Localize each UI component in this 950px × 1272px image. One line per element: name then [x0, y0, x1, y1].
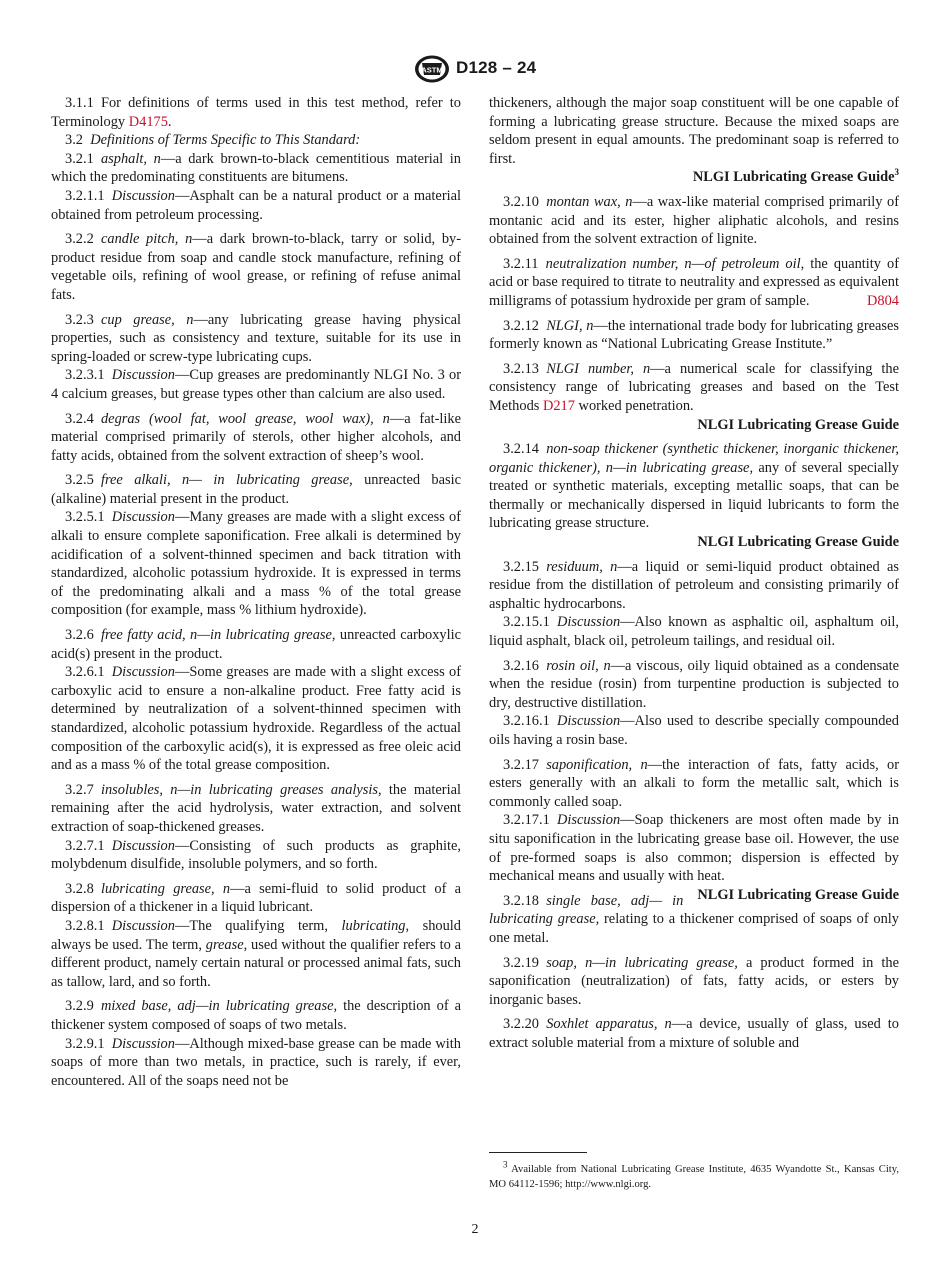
section-number: 3.2.19: [503, 954, 539, 971]
defined-term: Discussion: [111, 367, 175, 384]
definition-text: —The qualifying term,: [174, 917, 342, 934]
definition-paragraph: [51, 917, 461, 991]
definition-paragraph: [51, 626, 461, 663]
footnote-reference: 3: [894, 167, 899, 178]
source-citation: NLGI Lubricating Grease Guide: [697, 886, 899, 903]
defined-term: mixed base, adj—in lubricating grease: [100, 998, 334, 1015]
definition-text: , unreacted basic (alkaline) material present in the product.: [51, 472, 461, 507]
section-number: 3.2.4: [65, 410, 94, 427]
defined-term: asphalt, n: [100, 150, 161, 167]
defined-term: Soxhlet apparatus, n: [546, 1016, 672, 1033]
defined-term: insolubles, n—in lubricating greases analysis: [100, 781, 378, 798]
defined-term: Discussion: [556, 713, 621, 730]
standard-link[interactable]: D804: [867, 292, 899, 309]
emphasis-term: lubricating: [341, 917, 406, 934]
definition-text: , unreacted carboxylic acid(s) present in the product.: [51, 627, 461, 662]
document-id: D128 – 24: [456, 58, 537, 77]
defined-term: NLGI, n: [546, 317, 594, 334]
section-number: 3.2.18: [503, 892, 539, 909]
page-header: [0, 54, 950, 84]
definition-text: worked penetration.: [574, 397, 694, 414]
defined-term: single base, adj— in lubricating grease,: [489, 892, 684, 928]
source-citation-text: NLGI Lubricating Grease Guide: [697, 534, 899, 551]
section-number: 3.2.16: [503, 657, 539, 674]
definition-paragraph: [489, 317, 899, 354]
defined-term: montan wax, n: [546, 193, 633, 210]
definition-paragraph: [489, 954, 899, 1010]
definition-paragraph: [51, 1035, 461, 1091]
defined-term: Discussion: [111, 187, 175, 204]
section-number: 3.1.1: [65, 95, 94, 111]
definition-paragraph: [51, 781, 461, 837]
section-number: 3.2.17: [503, 756, 539, 773]
defined-term: neutralization number, n—of petroleum oil: [545, 255, 801, 272]
definition-paragraph: [51, 94, 461, 131]
definition-paragraph: [51, 131, 461, 150]
definition-text: —Some greases are made with a slight excess of carboxylic acid to ensure a non-alkaline product. Free fatty acid is determined by neutralization of a solvent-thinned specimen with standardized, alcoholic potassium hydroxide. Regardless of the actual composition of the carboxylic acid(s), it is expressed as free oleic acid and as a mass % of the total grease composition.: [51, 664, 461, 774]
defined-term: degras (wool fat, wool grease, wool wax), n: [100, 410, 390, 427]
definition-paragraph: [51, 366, 461, 403]
source-citation: [489, 168, 899, 187]
section-number: 3.2.15.1: [503, 614, 550, 631]
section-number: 3.2.14: [503, 441, 539, 458]
section-number: 3.2: [65, 132, 83, 149]
definition-text: relating to a thickener comprised of soaps of only one metal.: [489, 911, 900, 946]
section-number: 3.2.7.1: [65, 837, 105, 854]
section-number: 3.2.2: [65, 231, 94, 248]
standard-link[interactable]: D217: [542, 397, 575, 414]
standard-link[interactable]: D4175: [128, 113, 168, 130]
definition-paragraph: [51, 311, 461, 367]
definition-text: —a liquid or semi-liquid product obtained as residue from the distillation of petroleum and consisting primarily of asphaltic hydrocarbons.: [489, 558, 900, 612]
section-number: 3.2.9: [65, 998, 94, 1015]
section-number: 3.2.13: [503, 360, 539, 377]
section-number: 3.2.7: [65, 781, 94, 798]
section-number: 3.2.8.1: [65, 917, 105, 934]
definition-paragraph: [489, 613, 899, 650]
logo-text: ASTM: [421, 65, 443, 75]
section-number: 3.2.3.1: [65, 367, 105, 384]
definition-text: —the international trade body for lubricating greases formerly known as “National Lubricating Grease Institute.”: [489, 317, 899, 353]
definition-paragraph: [489, 657, 899, 713]
definition-text: —a dark brown-to-black cementitious material in which the predominating constituents are bitumens.: [51, 150, 461, 186]
defined-term: free alkali, n— in lubricating grease: [100, 472, 350, 489]
definition-text: —a fat-like material comprised primarily of sterols, other higher alcohols, and fatty acids, obtained from the solvent extraction of sheep’s wool.: [51, 410, 461, 464]
section-number: 3.2.1.1: [65, 187, 105, 204]
definition-text: —Also known as asphaltic oil, asphaltum oil, liquid asphalt, black oil, petroleum tailings, and residual oil.: [489, 614, 899, 650]
definition-text: , used without the qualifier refers to a different product, namely certain natural or processed animal fats, such as tallow, lard, and so forth.: [51, 936, 461, 990]
page-number: 2: [471, 1222, 479, 1237]
section-number: 3.2.8: [65, 880, 94, 897]
definition-text: —a semi-fluid to solid product of a dispersion of a thickener in a liquid lubricant.: [51, 880, 461, 916]
definition-text: , any of several specially treated or synthetic materials, excepting metallic soaps, that can be thermally or mechanically dispersed in liquid lubricants to form the lubricating grease structure.: [489, 459, 899, 532]
definition-text: —Consisting of such products as graphite, molybdenum disulfide, insoluble polymers, and so forth.: [51, 837, 461, 873]
defined-term: Definitions of Terms Specific to This Standard:: [90, 132, 361, 149]
definition-paragraph: [489, 193, 899, 249]
definition-paragraph: [51, 471, 461, 508]
defined-term: cup grease, n: [100, 311, 194, 328]
defined-term: Discussion: [111, 917, 175, 934]
source-citation-text: NLGI Lubricating Grease Guide: [692, 169, 895, 186]
definition-text: .: [167, 113, 172, 130]
defined-term: residuum, n: [546, 558, 618, 575]
section-number: 3.2.10: [503, 193, 539, 210]
section-number: 3.2.5: [65, 472, 94, 489]
definition-paragraph: [489, 558, 899, 614]
definition-text: —Cup greases are predominantly NLGI No. 3 or 4 calcium greases, but grease types other than calcium are also used.: [51, 367, 461, 402]
section-number: 3.2.1: [65, 150, 94, 167]
defined-term: candle pitch, n: [100, 231, 193, 248]
definition-text: —Soap thickeners are most often made by in situ saponification in the lubricating grease base oil. However, the use of pre-formed soaps is also common; dispersion is effected by mechanical means and usually with heat.: [489, 812, 899, 885]
definition-paragraph: [489, 756, 899, 812]
emphasis-term: grease: [205, 936, 244, 953]
definition-text: , should always be used. The term,: [51, 917, 461, 953]
source-citation: [489, 416, 899, 435]
definition-paragraph: [51, 508, 461, 620]
section-number: 3.2.15: [503, 558, 539, 575]
definition-text: —Asphalt can be a natural product or a material obtained from petroleum processing.: [51, 187, 461, 223]
definition-text: —Also used to describe specially compounded oils having a rosin base.: [489, 713, 899, 748]
defined-term: Discussion: [111, 509, 175, 526]
defined-term: rosin oil, n: [546, 657, 611, 674]
footnote: [489, 1159, 899, 1192]
defined-term: Discussion: [111, 1035, 175, 1052]
definition-text: a product formed in the saponification (neutralization) of fats, fatty acids, or esters by inorganic bases.: [489, 954, 899, 1008]
definition-paragraph: [51, 837, 461, 874]
defined-term: saponification, n: [546, 756, 648, 773]
definition-paragraph: [51, 230, 461, 304]
footnote-mark: 3: [503, 1159, 508, 1170]
section-number: 3.2.9.1: [65, 1035, 105, 1052]
definition-paragraph: [51, 410, 461, 466]
section-number: 3.2.11: [503, 255, 539, 272]
definition-text: , the description of a thickener system composed of soaps of two metals.: [51, 998, 461, 1033]
source-citation-text: NLGI Lubricating Grease Guide: [697, 416, 899, 433]
defined-term: Discussion: [556, 812, 621, 829]
continued-paragraph: thickeners, although the major soap constituent will be one capable of forming a lubricating grease structure. Because the mixed soaps are seldom present in equal amounts. The predominant soap is referred to first.: [489, 95, 899, 167]
section-number: 3.2.16.1: [503, 713, 550, 730]
definition-text: —Although mixed-base grease can be made with soaps of more than two metals, in practice, such is rarely, if ever, encountered. All of the soaps need not be: [51, 1035, 461, 1089]
definition-text: —a device, usually of glass, used to extract soluble material from a mixture of soluble and: [489, 1016, 899, 1051]
source-citation: [489, 533, 899, 552]
definition-paragraph: [51, 997, 461, 1034]
definition-paragraph: [489, 360, 899, 416]
astm-logo-icon: [413, 54, 451, 84]
definition-text: —the interaction of fats, fatty acids, or esters generally with an alkali to form the metallic salt, which is commonly called soap.: [489, 756, 899, 810]
definition-paragraph: [51, 187, 461, 224]
defined-term: Discussion: [111, 837, 175, 854]
definition-paragraph: [489, 1015, 899, 1052]
section-number: 3.2.20: [503, 1016, 539, 1033]
defined-term: free fatty acid, n—in lubricating grease: [100, 627, 332, 644]
section-number: 3.2.5.1: [65, 509, 105, 526]
defined-term: Discussion: [111, 664, 175, 681]
defined-term: Discussion: [556, 614, 621, 631]
section-number: 3.2.17.1: [503, 812, 550, 829]
definition-text: , the material remaining after the acid hydrolysis, water extraction, and solvent extraction of soap-thickened greases.: [51, 781, 461, 835]
definition-paragraph: [51, 663, 461, 775]
defined-term: lubricating grease, n: [100, 880, 231, 897]
defined-term: NLGI number, n: [546, 360, 651, 377]
definition-paragraph: [51, 150, 461, 187]
definition-text: —a viscous, oily liquid obtained as a condensate when the residue (rosin) from turpentine production is subjected to dry, destructive distillation.: [489, 657, 899, 711]
definition-text: —a wax-like material comprised primarily of montanic acid and its ester, higher aliphatic alcohols, and resins obtained from the solvent extraction of lignite.: [489, 193, 899, 248]
right-column: [489, 94, 899, 1053]
footnote-divider: [489, 1152, 587, 1153]
definition-paragraph: [489, 712, 899, 749]
section-number: 3.2.3: [65, 311, 94, 328]
definition-text: For definitions of terms used in this test method, refer to Terminology: [51, 95, 461, 130]
definition-paragraph: [489, 255, 899, 311]
definition-text: , the quantity of acid or base required to titrate to neutrality and expressed as equivalent milligrams of potassium hydroxide per gram of sample.: [489, 255, 899, 309]
definition-text: —a dark brown-to-black, tarry or solid, by-product residue from soap and candle stock manufacture, refining of vegetable oils, refining of wool grease, or refining of refuse animal fats.: [51, 231, 461, 303]
section-number: 3.2.6: [65, 627, 94, 644]
definition-text: —any lubricating grease having physical properties, such as consistency and texture, suitable for its use in spring-loaded or screw-type lubricating cups.: [51, 311, 461, 365]
left-column: [51, 94, 461, 1090]
defined-term: soap, n—in lubricating grease,: [546, 954, 738, 971]
defined-term: non-soap thickener (synthetic thickener, inorganic thickener, organic thickener), n—in lubricating grease: [489, 441, 899, 476]
definition-text: —a numerical scale for classifying the consistency range of lubricating greases and based on the Test Methods: [489, 360, 899, 414]
section-number: 3.2.12: [503, 317, 539, 334]
definition-paragraph: [489, 440, 899, 533]
definition-text: —Many greases are made with a slight excess of alkali to ensure complete saponification. Free alkali is determined by acidification of a solvent-thinned specimen and back titration with standardized, alcoholic potassium hydroxide. It is expressed in terms of the predominating alkali and a mass % of the total grease composition (for example, mass % lithium hydroxide).: [51, 509, 461, 619]
definition-paragraph: [51, 880, 461, 917]
section-number: 3.2.6.1: [65, 664, 105, 681]
footnote-text: Available from National Lubricating Grease Institute, 4635 Wyandotte St., Kansas City, MO 64112-1596; http://www.nlgi.org.: [489, 1164, 899, 1190]
